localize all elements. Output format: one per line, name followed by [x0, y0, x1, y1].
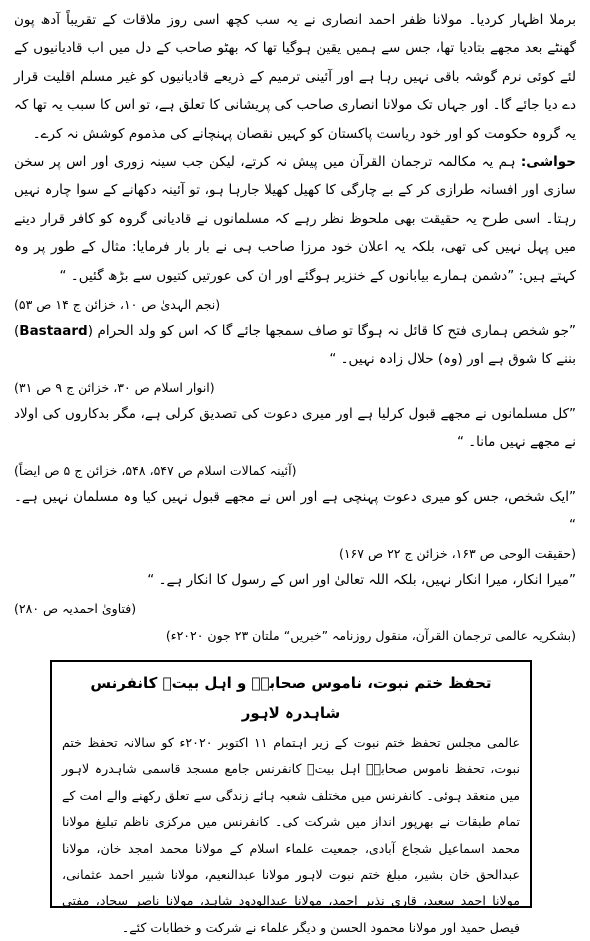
source-credit: (بشکریہ عالمی ترجمان القرآن، منقول روزنامہ ”خبریں“ ملتان ۲۳ جون ۲۰۲۰ء) [165, 628, 576, 644]
reference-1: (نجم الہدیٰ ص ۱۰، خزائن ج ۱۴ ص ۵۳) [14, 297, 221, 313]
quote-4: ”ایک شخص، جس کو میری دعوت پہنچی ہے اور اس نے مجھے قبول نہیں کیا وہ مسلمان نہیں ہے۔ “ [14, 489, 576, 534]
quote-3: ”کل مسلمانوں نے مجھے قبول کرلیا ہے اور میری دعوت کی تصدیق کرلی ہے، مگر بدکاروں کی اولاد نے مجھے نہیں مانا۔ “ [14, 406, 576, 451]
hawashi-label: حواشی: [520, 154, 576, 171]
conference-title: تحفظ ختم نبوت، ناموس صحابہؓ و اہل بیتؓ کانفرنس شاہدرہ لاہور [90, 674, 492, 722]
reference-3: (آئینہ کمالات اسلام ص ۵۴۷، ۵۴۸، خزائن ج ۵ ص ایضاً) [14, 463, 297, 479]
intro-paragraph: برملا اظہار کردیا۔ مولانا ظفر احمد انصاری نے یہ سب کچھ اسی روز ملاقات کے تقریباً آدھ پون گھنٹے بعد مجھے بتادیا تھا، جس سے ہمیں یقین ہوگیا تھا کہ بھٹو صاحب کے دل میں اب قادیانیوں کے لئے کوئی نرم گوشہ باقی نہیں رہا ہے اور آئینی ترمیم کے ذریعے قادیانیوں کو غیر مسلم اقلیت قرار دے دیا جائے گا۔ اور جہاں تک مولانا انصاری صاحب کی پریشانی کا تعلق ہے، تو اس کا سبب یہ تھا کہ یہ گروہ حکومت کو اور خود ریاست پاکستان کو کہیں نقصان پہنچانے کی مذموم کوشش نہ کرے۔ [14, 12, 576, 142]
hawashi-paragraph [14, 148, 576, 290]
conference-news-box [50, 660, 532, 935]
article-column [14, 6, 576, 648]
quote-2-latin-word: Bastaard [19, 323, 88, 340]
reference-5: (فتاویٰ احمدیہ ص ۲۸۰) [14, 601, 137, 617]
reference-4: (حقیقت الوحی ص ۱۶۳، خزائن ج ۲۲ ص ۱۶۷) [338, 546, 576, 562]
quote-5: ”میرا انکار، میرا انکار نہیں، بلکہ اللہ تعالیٰ اور اس کے رسول کا انکار ہے۔ “ [147, 572, 576, 589]
conference-body: عالمی مجلس تحفظ ختم نبوت کے زیر اہتمام ۱۱ اکتوبر ۲۰۲۰ء کو سالانہ تحفظ ختم نبوت، تحفظ ناموس صحابہؓ اہل بیتؓ کانفرنس جامع مسجد قاسمی شاہدرہ لاہور میں منعقد ہوئی۔ کانفرنس میں مختلف شعبہ ہائے زندگی سے تعلق رکھنے والے امت کے تمام طبقات نے بھرپور انداز میں شرکت کی۔ کانفرنس میں مرکزی ناظم تبلیغ مولانا محمد اسماعیل شجاع آبادی، جمعیت علماء اسلام کے مولانا محمد امجد خان، مولانا عبدالحق خان بشیر، مبلغ ختم نبوت لاہور مولانا عبدالنعیم، مولانا شبیر احمد عثمانی، مولانا احمد سعید، قاری نذیر احمد، مولانا عبدالودود شاہد، مولانا ناصر سجاد، مفتی فیصل حمید اور مولانا محمود الحسن و دیگر علماء نے شرکت و خطابات کئے۔ [62, 735, 520, 935]
quote-2: ”جو شخص ہماری فتح کا قائل نہ ہوگا تو صاف سمجھا جائے گا کہ اس کو ولد الحرام (Bastaard) بننے کا شوق ہے اور (وہ) حلال زادہ نہیں۔ “ [14, 323, 576, 368]
reference-2: (انوار اسلام ص ۳۰، خزائن ج ۹ ص ۳۱) [14, 380, 215, 396]
hawashi-text: ہم یہ مکالمہ ترجمان القرآن میں پیش نہ کرتے، لیکن جب سینہ زوری اور اس پر سخن سازی اور افسانہ طرازی کر کے بے چارگی کا کھیل کھیلا جارہا ہو، تو آئینہ دکھانے کے سوا چارہ نہیں رہتا۔ اسی طرح یہ حقیقت بھی ملحوظ نظر رہے کہ مسلمانوں نے قادیانی گروہ کو کافر قرار دینے میں پہل نہیں کی تھی، بلکہ یہ اعلان خود مرزا صاحب ہی نے بار بار فرمایا: مثال کے طور پر وہ کہتے ہیں: ”دشمن ہمارے بیابانوں کے خنزیر ہوگئے اور ان کی عورتیں کتیوں سے بڑھ گئیں۔ “ [14, 154, 576, 284]
